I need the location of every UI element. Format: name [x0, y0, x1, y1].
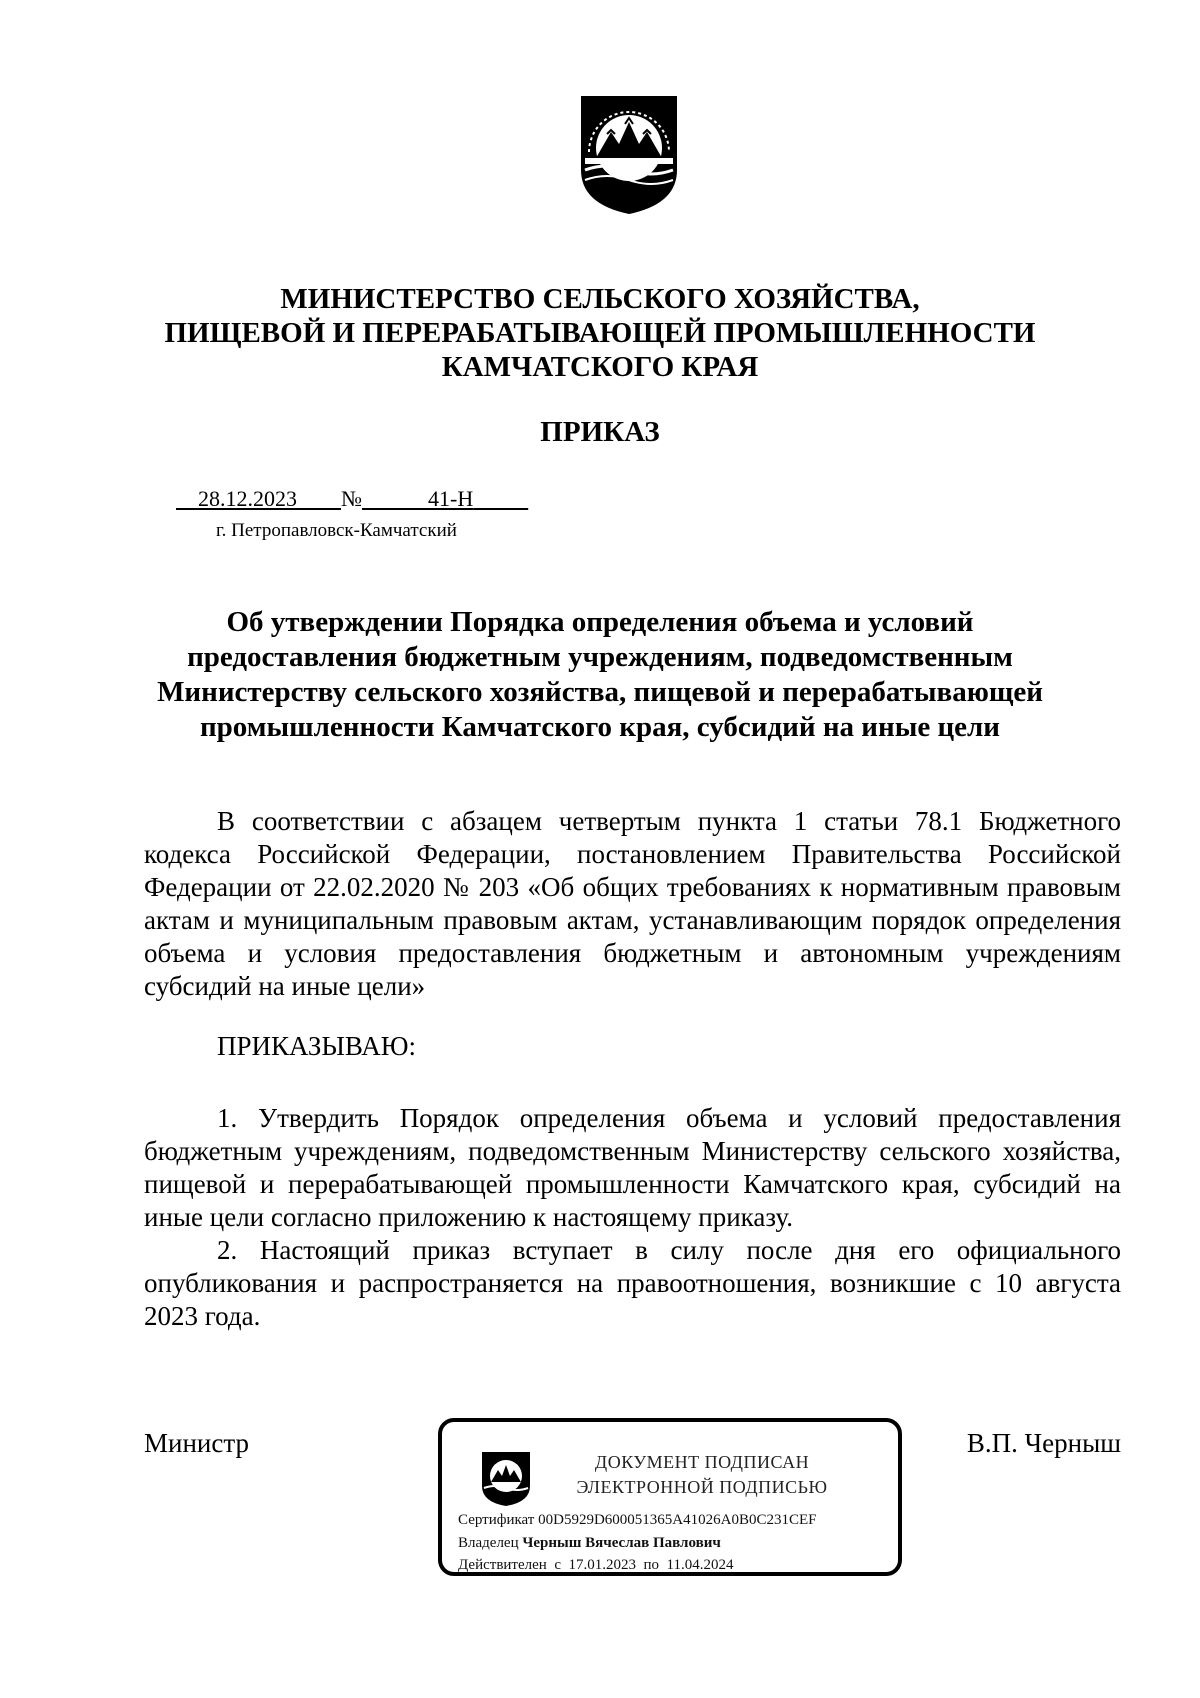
ministry-line-1: МИНИСТЕРСТВО СЕЛЬСКОГО ХОЗЯЙСТВА, — [280, 283, 920, 315]
stamp-certificate — [458, 1512, 816, 1529]
stamp-emblem-icon — [480, 1450, 532, 1508]
stamp-title-line-1: ДОКУМЕНТ ПОДПИСАН — [594, 1452, 810, 1472]
stamp-title-line-2: ЭЛЕКТРОННОЙ ПОДПИСЬЮ — [576, 1477, 828, 1497]
valid-label: Действителен — [458, 1557, 547, 1573]
valid-to: 11.04.2024 — [666, 1557, 734, 1573]
owner-value: Черныш Вячеслав Павлович — [522, 1535, 721, 1551]
owner-label: Владелец — [458, 1535, 519, 1551]
order-item-1: 1. Утвердить Порядок определения объема и условий предоставления бюджетным учреждениям, подведомственным Министерству сельского хозяйства, пищевой и перерабатывающей промышленности Камчатского края, субсидий на иные цели согласно приложению к настоящему приказу. — [144, 1103, 1121, 1232]
kamchatka-coat-of-arms-icon — [577, 92, 681, 216]
document-type: ПРИКАЗ — [540, 416, 660, 448]
preamble-text: В соответствии с абзацем четвертым пункта 1 статьи 78.1 Бюджетного кодекса Российской Федерации, постановлением Правительства Российской Федерации от 22.02.2020 № 203 «Об общих требованиях к нормативным правовым актам и муниципальным правовым актам, устанавливающим порядок определения объема и условия предоставления бюджетным и автономным учреждениям субсидий на иные цели» — [144, 806, 1121, 1001]
subject-line-3: Министерству сельского хозяйства, пищевой и перерабатывающей — [157, 676, 1043, 708]
electronic-signature-stamp — [438, 1418, 902, 1576]
order-subject — [0, 605, 1200, 745]
stamp-validity — [458, 1557, 733, 1574]
ministry-heading — [0, 282, 1200, 384]
order-city: г. Петропавловск-Камчатский — [216, 520, 457, 541]
valid-from-label: с — [554, 1557, 561, 1573]
certificate-label: Сертификат — [458, 1512, 535, 1528]
certificate-value: 00D5929D600051365A41026A0B0C231CEF — [538, 1512, 817, 1528]
order-item-2: 2. Настоящий приказ вступает в силу после дня его официального опубликования и распространяется на правоотношения, возникшие с 10 августа 2023 года. — [144, 1235, 1121, 1331]
valid-to-label: по — [643, 1557, 660, 1573]
signatory-name: В.П. Черныш — [966, 1428, 1121, 1458]
ministry-line-3: КАМЧАТСКОГО КРАЯ — [441, 351, 759, 383]
order-items — [144, 1102, 1121, 1333]
order-word-paragraph — [144, 1030, 1121, 1063]
signatory-position: Министр — [144, 1428, 249, 1458]
order-date-number — [176, 486, 528, 512]
stamp-owner — [458, 1535, 721, 1552]
valid-from: 17.01.2023 — [568, 1557, 636, 1573]
preamble-paragraph — [144, 805, 1121, 1003]
number-sign: № — [341, 486, 362, 511]
subject-line-2: предоставления бюджетным учреждениям, подведомственным — [187, 641, 1013, 673]
order-date: 28.12.2023 — [198, 486, 297, 511]
subject-line-4: промышленности Камчатского края, субсидий на иные цели — [199, 711, 1001, 743]
order-word: ПРИКАЗЫВАЮ: — [217, 1031, 416, 1061]
ministry-line-2: ПИЩЕВОЙ И ПЕРЕРАБАТЫВАЮЩЕЙ ПРОМЫШЛЕННОСТИ — [164, 317, 1036, 349]
order-number: 41-Н — [428, 486, 474, 511]
subject-line-1: Об утверждении Порядка определения объема и условий — [226, 606, 974, 638]
